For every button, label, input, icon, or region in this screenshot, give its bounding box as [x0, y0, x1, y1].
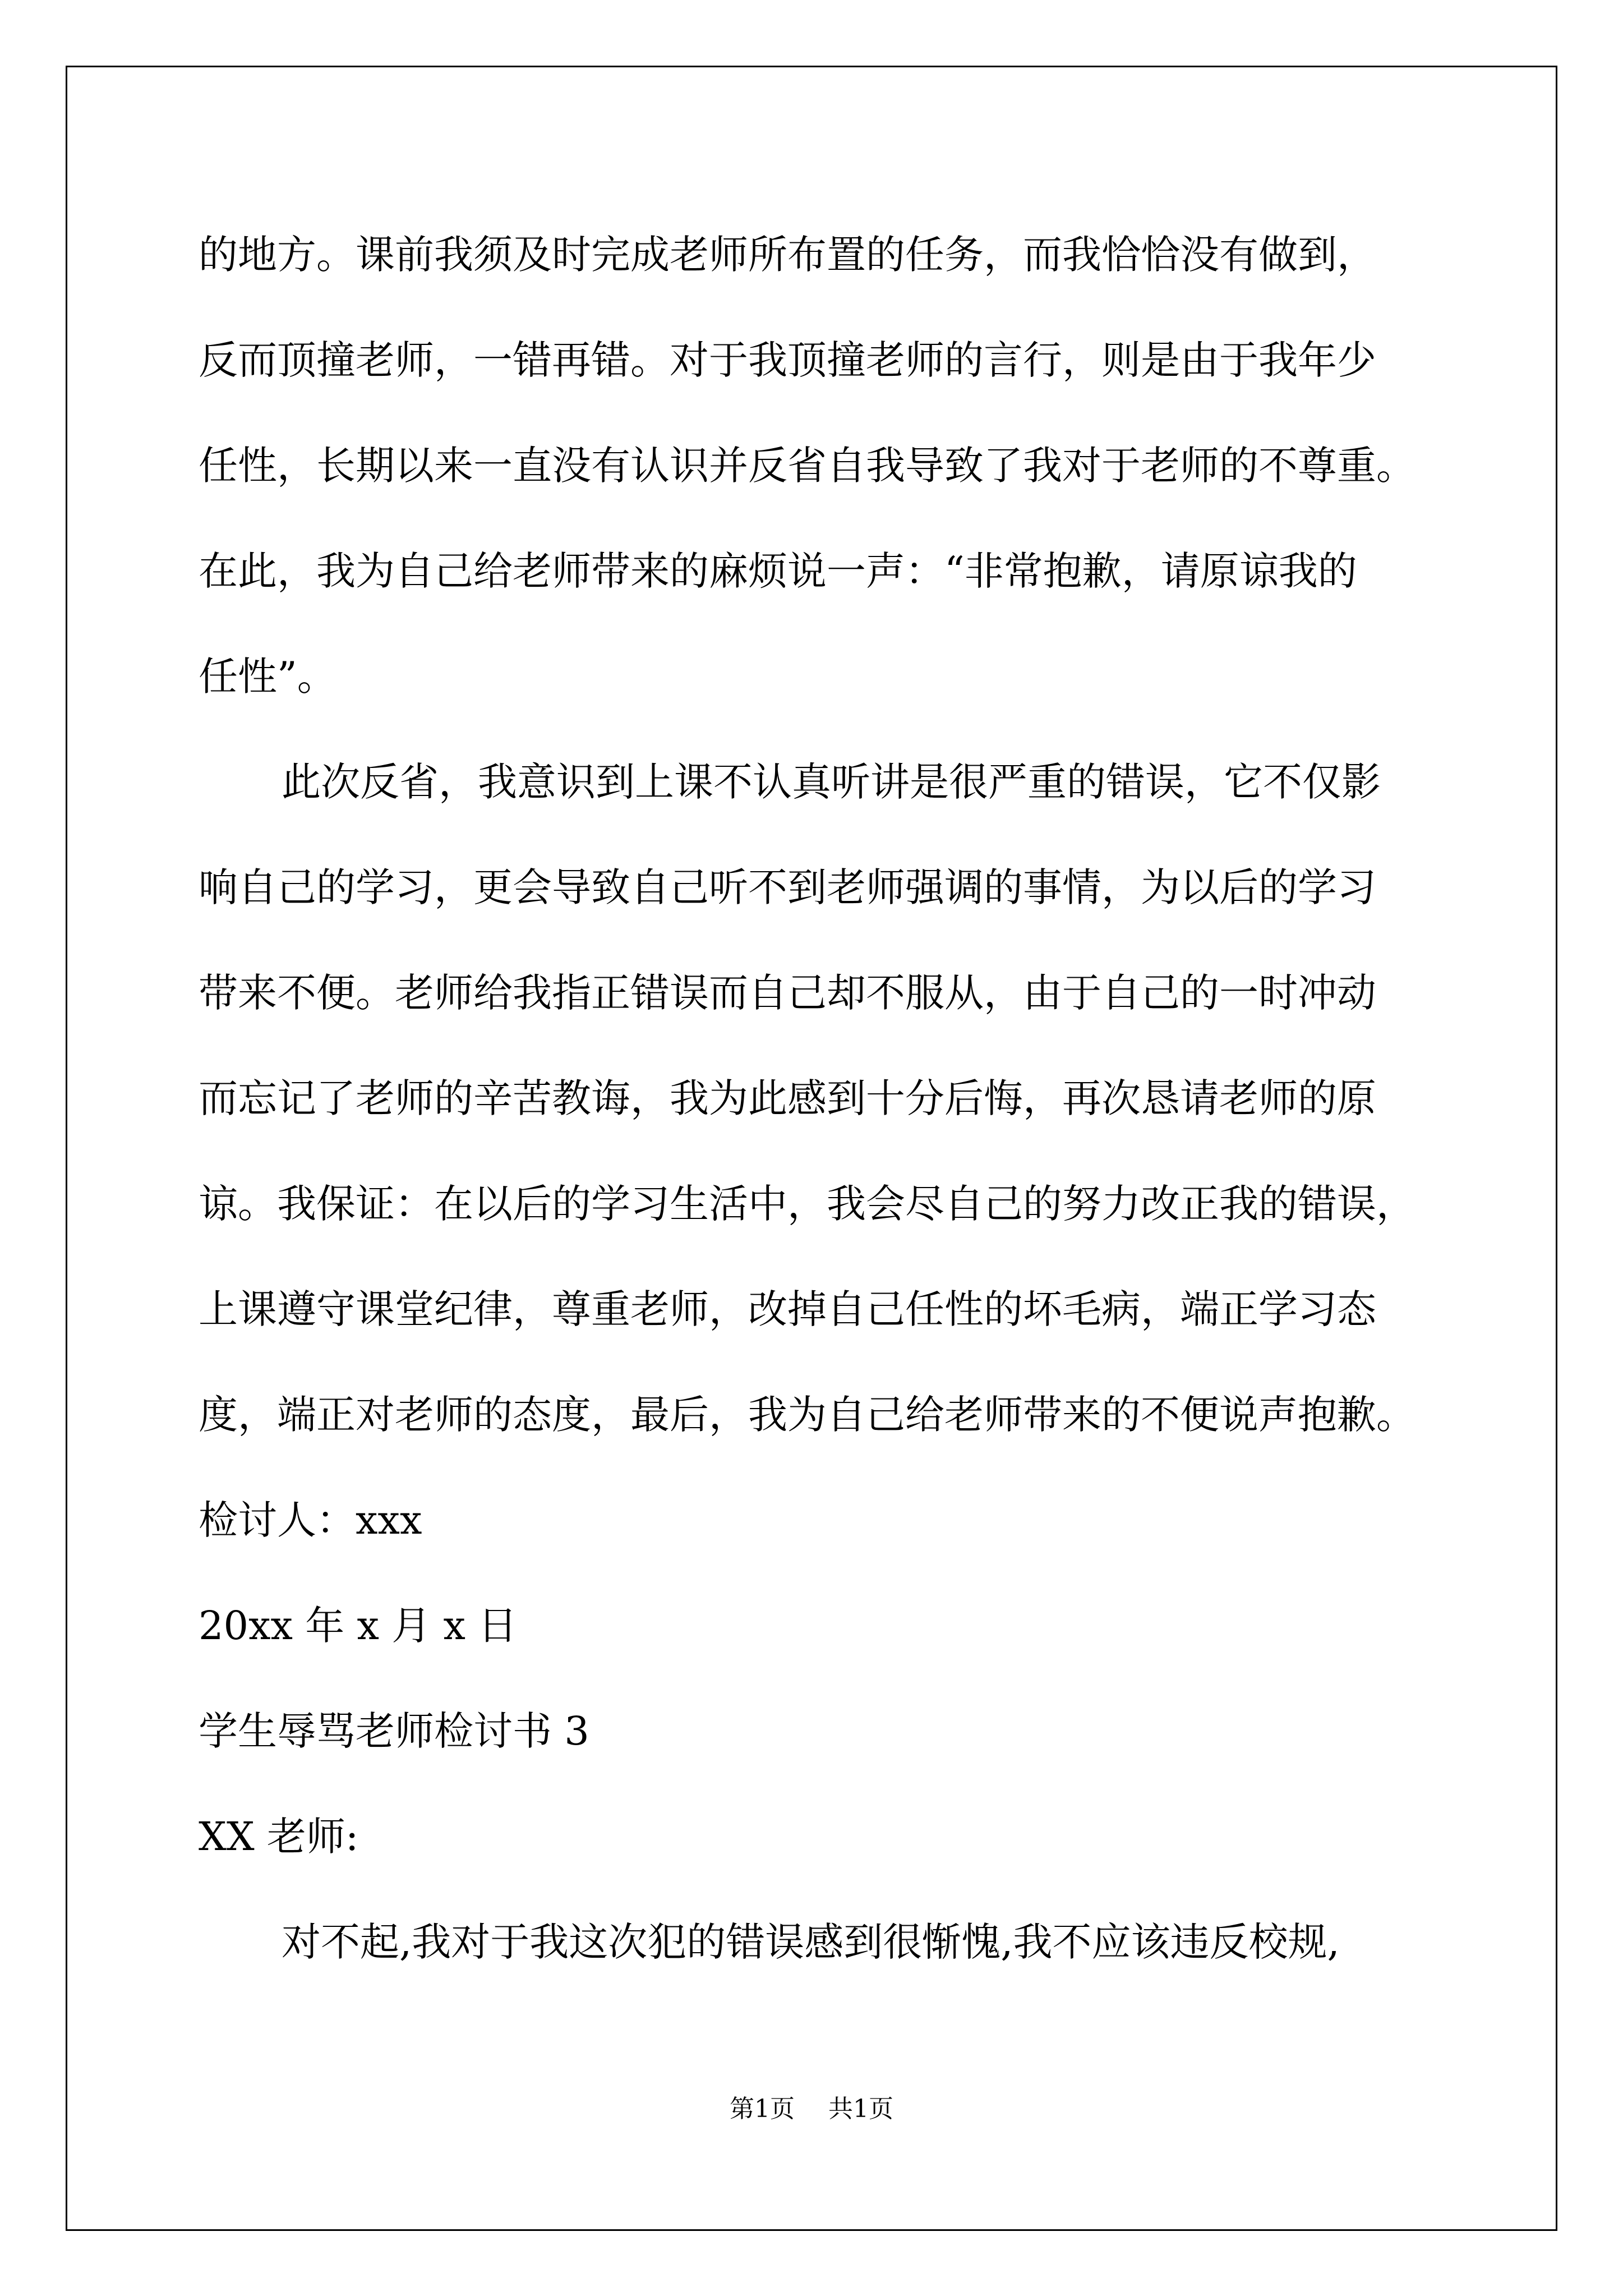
paragraph-line: 此次反省，我意识到上课不认真听讲是很严重的错误，它不仅影 — [282, 759, 1381, 805]
paragraph-line: 的地方。课前我须及时完成老师所布置的任务，而我恰恰没有做到， — [199, 232, 1376, 278]
paragraph-line: 带来不便。老师给我指正错误而自己却不服从，由于自己的一时冲动 — [199, 970, 1376, 1016]
paragraph-line: 度，端正对老师的态度，最后，我为自己给老师带来的不便说声抱歉。 — [199, 1392, 1415, 1438]
paragraph-line: 谅。我保证：在以后的学习生活中，我会尽自己的努力改正我的错误， — [199, 1181, 1415, 1227]
document-body — [199, 202, 1449, 1995]
signatory-line: 检讨人：xxx — [199, 1497, 422, 1543]
paragraph-line: 响自己的学习，更会导致自己听不到老师强调的事情，为以后的学习 — [199, 864, 1376, 910]
paragraph-line: 任性，长期以来一直没有认识并反省自我导致了我对于老师的不尊重。 — [199, 443, 1415, 489]
date-line: 20xx 年 x 月 x 日 — [199, 1603, 518, 1649]
paragraph-line: 上课遵守课堂纪律，尊重老师，改掉自己任性的坏毛病，端正学习态 — [199, 1286, 1376, 1332]
salutation: XX 老师: — [199, 1814, 359, 1860]
paragraph-line: 任性”。 — [199, 654, 336, 700]
section-title: 学生辱骂老师检讨书 3 — [199, 1708, 589, 1754]
paragraph-line: 而忘记了老师的辛苦教诲，我为此感到十分后悔，再次恳请老师的原 — [199, 1075, 1376, 1121]
paragraph-line: 在此，我为自己给老师带来的麻烦说一声：“非常抱歉，请原谅我的 — [199, 548, 1357, 594]
page-footer — [0, 2092, 1623, 2126]
page-number: 第1页 — [730, 2095, 795, 2123]
paragraph-line: 反而顶撞老师，一错再错。对于我顶撞老师的言行，则是由于我年少 — [199, 337, 1376, 383]
page-total: 共1页 — [828, 2095, 893, 2123]
paragraph-line: 对不起,我对于我这次犯的错误感到很惭愧,我不应该违反校规, — [282, 1919, 1340, 1965]
